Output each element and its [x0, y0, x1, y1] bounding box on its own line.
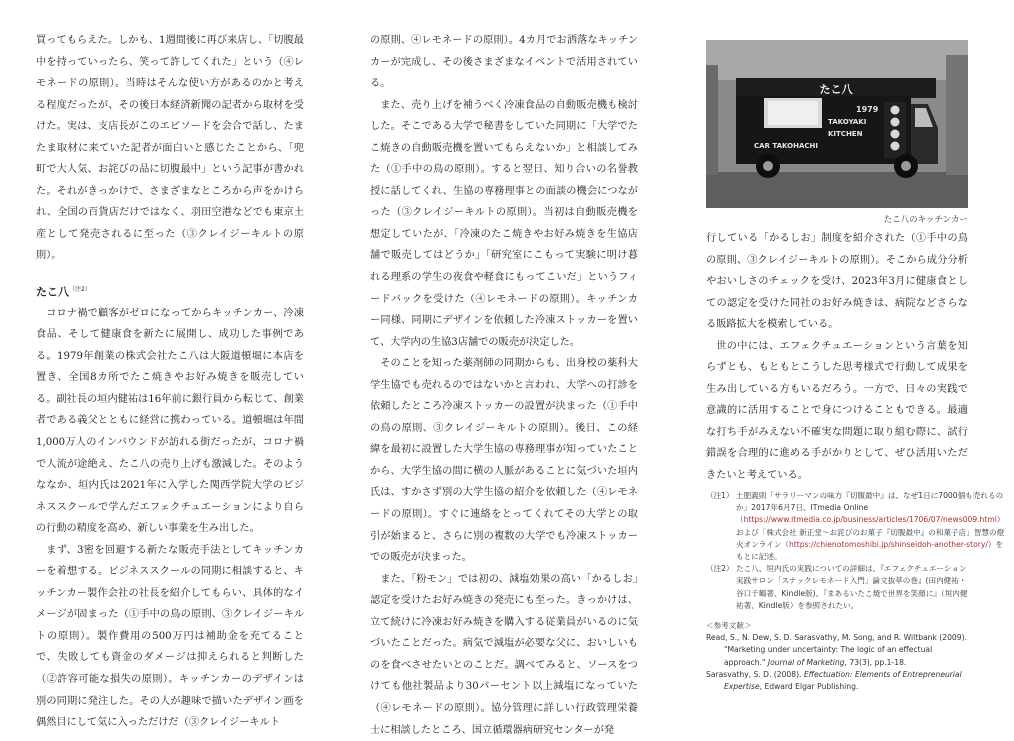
paragraph: また、「粉モン」では初の、減塩効果の高い「かるしお」認定を受けたお好み焼きの発売にも至った。きっかけは、立て続けに冷凍お好み焼きを購入する従業員がいるのに気づいたことだった。病気で減塩が必要な父に、おいしいものを食べさせたいとのことだ。調べてみると、ソースをつけても他社製品より30パーセント以上減塩になっていた（④レモネードの原則）。協分管理に詳しい行政管理栄養士に相談したところ、国立循環器病研究センターが発 — [370, 573, 638, 736]
truck-panel-line: CAR TAKOHACHI — [754, 142, 818, 150]
paragraph: の原則、④レモネードの原則）。4カ月でお洒落なキッチンカーが完成し、その後さまざまなイベントで活用されている。 — [370, 35, 638, 90]
photo-caption: たこ八のキッチンカー — [883, 215, 968, 225]
paragraph: まず、3密を回避する新たな販売手法としてキッチンカーを着想する。ビジネススクールの同期に相談すると、キッチンカー製作会社の社長を紹介してもらい、具体的なイメージが固まった（①手中の鳥の原則、③クレイジーキルトの原則）。製作費用の500万円は補助金を充てることで、失敗しても資金のダメージは抑えられると判断した（②許容可能な損失の原則）。キッチンカーのデザインは別の同期に発注した。その人が趣味で描いたデザイン画を偶然目にして気に入っただけだ（③クレイジーキルト — [36, 544, 304, 729]
footnote-1 — [706, 490, 1005, 563]
column-left — [36, 30, 304, 734]
column-right-body — [706, 228, 968, 487]
reference-book-title: Effectuation: Elements of Entrepreneurial Expertise — [724, 669, 962, 692]
reference-text: Read, S., N. Dew, S. D. Sarasvathy, M. Song, and R. Wiltbank (2009). "Marketing under uncertainty: The logic of an effectual approach." — [706, 633, 967, 667]
kitchen-car-illustration — [706, 40, 968, 208]
reference-item — [706, 669, 968, 693]
footnote-link[interactable]: https://www.itmedia.co.jp/business/articles/1706/07/news009.html — [743, 515, 997, 525]
footnote-ref: （注2） — [69, 286, 91, 294]
paragraph: 買ってもらえた。しかも、1週間後に再び来店し、「切腹最中を持っていったら、笑って許してくれた」という（④レモネードの原則）。当時はそんな使い方があるのかと考える程度だったが、その後日本経済新聞の記者から取材を受けた。実は、支店長がこのエピソードを会合で話し、たまたま取材に来ていた記者が面白いと感じたことから、「兜町で大人気、お詫びの品に切腹最中」という記事が書かれた。それがきっかけで、さまざまなところから声をかけられ、全国の百貨店だけではなく、羽田空港などでも東京土産として発売されるに至った（③クレイジーキルトの原則）。 — [36, 35, 304, 262]
truck-panel-line: TAKOYAKI — [828, 118, 867, 126]
footnote-label: （注1） — [706, 491, 734, 500]
paragraph: 世の中には、エフェクチュエーションという言葉を知らずとも、もともとこうした思考様式で行動して成果を生み出している方もいるだろう。一方で、日々の実践で意識的に活用することで身につけることもできる。最適な打ち手がみえない不確実な問題に取り組む際に、試行錯誤を合理的に進める手がかりとして、ぜひ活用いただきたいと考えている。 — [706, 340, 968, 482]
truck-panel-line: KITCHEN — [828, 130, 863, 138]
footnote-2 — [706, 563, 968, 612]
reference-item — [706, 632, 968, 669]
paragraph: また、売り上げを補うべく冷凍食品の自動販売機も検討した。そこである大学で秘書をしていた同期に「大学でたこ焼きの自動販売機を置いてもらえないか」と相談してみた（①手中の鳥の原則）。すると翌日、知り合いの名誉教授に話してくれ、生協の専務理事との面談の機会につながった（③クレイジーキルトの原則）。当初は自動販売機を想定していたが、「冷凍のたこ焼きやお好み焼きを生協店舗で販売してはどうか」「研究室にこもって実験に明け暮れる理系の学生の夜食や軽食にもってこいだ」というフィードバックを受けた（④レモネードの原則）。キッチンカー同様、同期にデザインを依頼した冷凍ストッカーを置いて、大学内の生協3店舗での販売が決定した。 — [370, 99, 638, 348]
section-heading-text: たこ八 — [36, 285, 69, 299]
footnote-text-part: 土肥義則「サラリーマンの味方『切腹最中』は、なぜ1日に7000個も売れるのか」2017年6月7日、ITmedia Online（ — [736, 491, 1004, 525]
reference-text: , Edward Elgar Publishing. — [759, 682, 859, 692]
footnote-text-part: ）および「株式会社 新正堂～お詫びのお菓子『切腹最中』の和菓子店」智慧の燈火オンライン（ — [736, 515, 1005, 549]
footnote-text — [736, 490, 1004, 563]
truck-logo: たこ八 — [819, 83, 853, 96]
paragraph: そのことを知った薬剤師の同期からも、出身校の薬科大学生協でも売れるのではないかと言われ、大学への打診を依頼したところ冷凍ストッカーの設置が決まった（①手中の鳥の原則、③クレイジーキルトの原則）。後日、この経緯を最初に設置した大学生協の専務理事が知っていたことから、大学生協の間に横の人脈があることに気づいた垣内氏は、すかさず別の大学生協の紹介を依頼した（④レモネードの原則）。すぐに連絡をとってくれてその大学との取引が始まると、さらに別の複数の大学でも冷凍ストッカーでの販売が決まった。 — [370, 358, 638, 564]
truck-panel-line: 1979 — [856, 105, 879, 114]
footnote-link[interactable]: https://chienotomoshibi.jp/shinseidoh-another-story/ — [788, 539, 988, 549]
paragraph: 行している「かるしお」制度を紹介された（①手中の鳥の原則、③クレイジーキルトの原則）。そこから成分分析やおいしさのチェックを受け、2023年3月に健康食としての認定を受けた同社のお好み焼きは、病院などさらなる販路拡大を模索している。 — [706, 233, 968, 331]
paragraph: コロナ禍で顧客がゼロになってからキッチンカー、冷凍食品、そして健康食を新たに展開し、成功した事例である。1979年創業の株式会社たこ八は大阪道頓堀に本店を置き、全国8カ所でたこ焼きやお好み焼きを販売している。副社長の垣内健祐は16年前に銀行員から転じて、創業者である義父とともに経営に携わっている。道頓堀は年間1,000万人のインバウンドが訪れる街だったが、コロナ禍で人流が途絶え、たこ八の売り上げも激減した。そのようななか、垣内氏は2021年に入学した関西学院大学のビジネススクールで学んだエフェクチュエーションにより自らの行動の精度を高め、新しい事業を生み出した。 — [36, 307, 304, 535]
reference-text: , 73(3), pp.1-18. — [844, 657, 907, 667]
footnotes — [706, 490, 1005, 693]
footnote-text: たこ八、垣内氏の実践についての詳細は、『エフェクチュエーション実践サロン「スナックレモネード入門」論文抜萃の巻』(田内健祐・谷口千鶴著、Kindle版)、『まあるいたこ焼で世界を笑顔に』（垣内健祐著、Kindle版）を参照されたい。 — [736, 564, 968, 610]
references-title: ＜参考文献＞ — [706, 621, 752, 631]
section-heading — [36, 279, 304, 303]
column-middle — [370, 30, 638, 741]
footnote-label: （注2） — [706, 564, 734, 574]
reference-text: Sarasvathy, S. D. (2008). — [706, 669, 804, 679]
kitchen-car-photo — [706, 40, 968, 208]
reference-journal: Journal of Marketing — [767, 657, 845, 667]
footnote-text-part: ）をもとに記述。 — [736, 539, 1004, 562]
